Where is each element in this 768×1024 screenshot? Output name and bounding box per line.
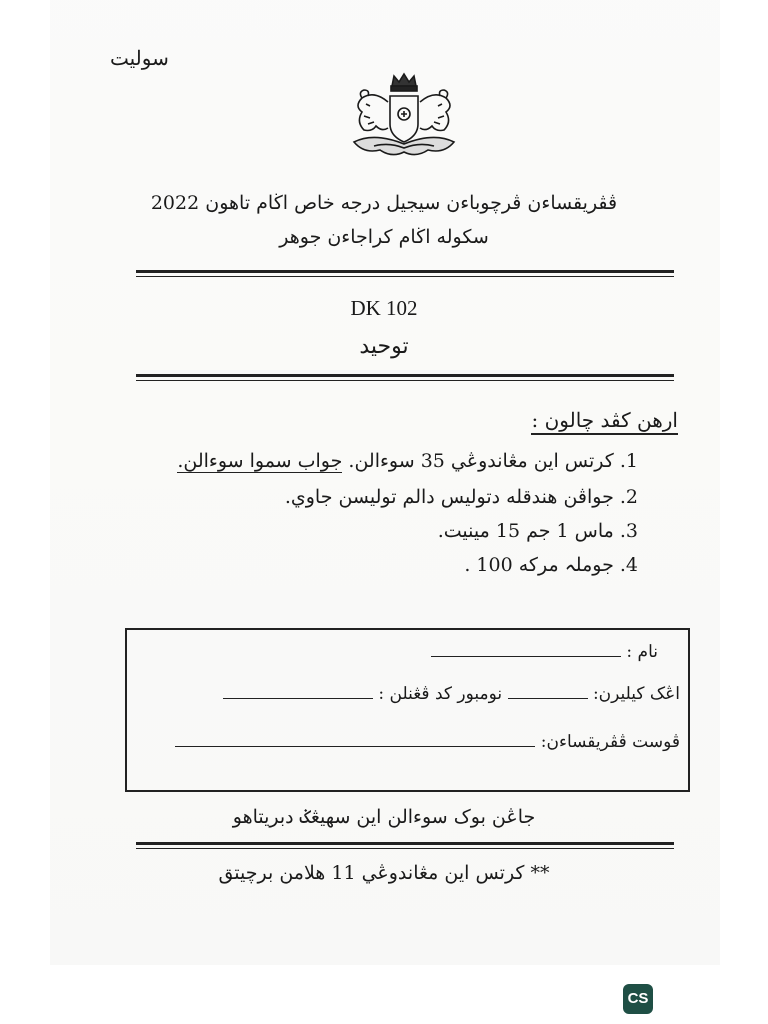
instruction-item: 2. جواڤن هندقله دتوليس دالم توليسن جاوي. [284, 486, 638, 508]
divider [136, 374, 674, 377]
camscanner-logo-icon: CS [623, 984, 653, 1014]
class-blank[interactable] [508, 686, 588, 699]
do-not-open-notice: جاڠن بوک سوءالن اين سهيڠݢ دبريتاهو [232, 806, 536, 828]
center-field [175, 732, 680, 752]
divider [136, 270, 674, 273]
center-blank[interactable] [175, 734, 535, 747]
name-label: نام : [626, 642, 658, 662]
instruction-item: 3. ماس 1 جم 15 مينيت. [437, 520, 638, 542]
school-name: سکوله اڬام کراجاءن جوهر [279, 226, 489, 248]
instruction-item: 1. کرتس اين مڠاندوڠي 35 سوءالن. جواب سموا سوءالن. [177, 450, 638, 472]
paper-code: DK 102 [350, 296, 418, 320]
exam-number-label: نومبور کد ڤڠنلن : [378, 684, 503, 704]
instruction-item: 4. جوملہ مرکه 100 . [464, 554, 638, 576]
instruction-emphasis: جواب سموا سوءالن. [177, 450, 343, 472]
exam-title: ڤڤريقساءن ڤرچوباءن سيجيل درجه خاص اڬام تاهون 2022 [150, 192, 618, 214]
exam-number-blank[interactable] [223, 686, 373, 699]
class-label: اڠک کيليرن: [592, 684, 680, 704]
divider [136, 842, 674, 845]
name-field [431, 642, 658, 662]
subject-title: توحيد [359, 334, 409, 359]
page-count-notice: ** کرتس اين مڠاندوڠي 11 هلامن برچيتق [218, 862, 550, 884]
class-exam-field [223, 684, 680, 704]
center-label: ڤوست ڤڤريقساءن: [540, 732, 680, 752]
name-blank[interactable] [431, 644, 621, 657]
state-crest-icon [344, 72, 464, 162]
secret-label: سوليت [110, 46, 169, 70]
instructions-heading: ارهن کڤد چالون : [531, 408, 678, 435]
